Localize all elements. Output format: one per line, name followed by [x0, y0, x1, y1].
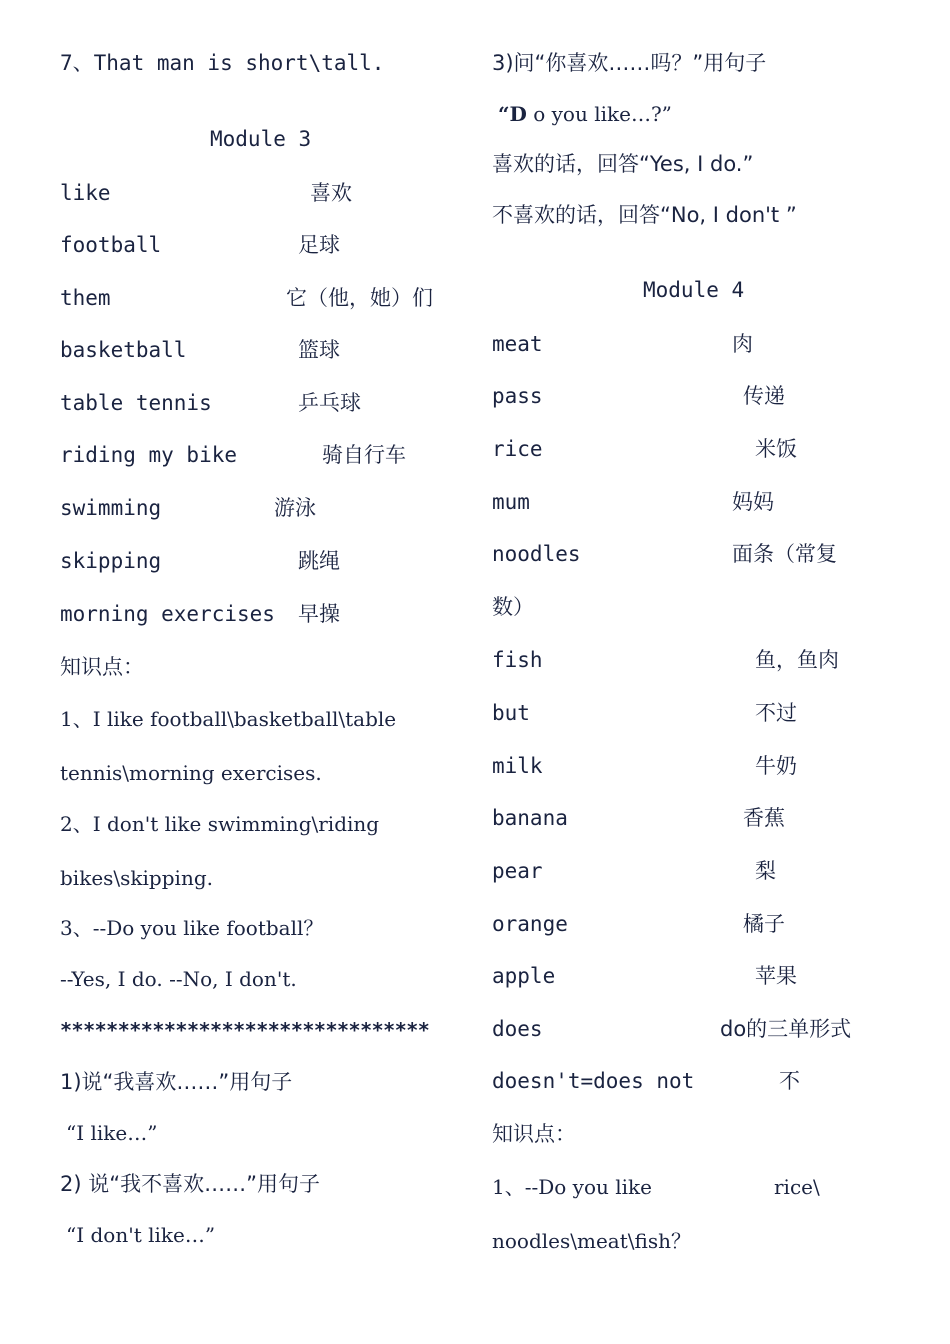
vocab-zh: 骑自行车 [322, 443, 406, 467]
vocab-en: does [492, 1017, 543, 1041]
vocab-zh: 橘子 [743, 912, 785, 936]
vocab-zh: 喜欢 [310, 181, 352, 205]
vocab-zh: 游泳 [274, 496, 316, 520]
vocab-en: orange [492, 912, 568, 936]
sentence-line: 7、That man is short\tall. [60, 51, 385, 75]
vocab-zh: 妈妈 [732, 490, 774, 514]
vocab-en: fish [492, 648, 543, 672]
vocab-en: banana [492, 806, 568, 830]
point-line: 1、I like football\basketball\table [60, 707, 397, 731]
vocab-en: them [60, 286, 111, 310]
vocab-zh: 不过 [755, 701, 797, 725]
vocab-zh: 米饭 [755, 437, 797, 461]
knowledge-points-label: 知识点： [60, 655, 144, 679]
pattern-text: o you like…?” [533, 102, 672, 126]
pattern-text-bold: “D [498, 102, 527, 126]
point-line: 2、I don't like swimming\riding [60, 812, 380, 836]
vocab-en: table tennis [60, 391, 212, 415]
pattern-line: “I like…” [66, 1121, 158, 1145]
vocab-en: but [492, 701, 530, 725]
knowledge-points-label: 知识点： [492, 1122, 576, 1146]
point-line: 1、--Do you like [492, 1175, 652, 1199]
vocab-en: riding my bike [60, 443, 238, 467]
vocab-en: noodles [492, 542, 581, 566]
module-4-heading: Module 4 [643, 278, 745, 302]
vocab-en: meat [492, 332, 543, 356]
vocab-en: milk [492, 754, 543, 778]
vocab-zh: 早操 [298, 602, 340, 626]
vocab-zh: 牛奶 [755, 754, 797, 778]
vocab-en: pass [492, 384, 543, 408]
vocab-en: doesn't=does not [492, 1069, 695, 1093]
vocab-zh-continued: 数） [492, 595, 534, 619]
vocab-en: swimming [60, 496, 162, 520]
vocab-en: mum [492, 490, 530, 514]
pattern-line [498, 101, 672, 127]
point-line: rice\ [774, 1175, 820, 1199]
point-line: bikes\skipping. [60, 866, 213, 890]
vocab-en: apple [492, 964, 556, 988]
vocab-en: football [60, 233, 162, 257]
star-divider: ******************************** [60, 1018, 430, 1042]
vocab-zh: 不 [779, 1069, 800, 1093]
pattern-line: 不喜欢的话，回答“No, I don't ” [492, 203, 797, 227]
vocab-en: like [60, 181, 111, 205]
vocab-zh: 足球 [298, 233, 340, 257]
vocab-zh: 面条（常复 [732, 542, 837, 566]
point-line: tennis\morning exercises. [60, 761, 322, 785]
vocab-zh: do的三单形式 [720, 1017, 852, 1041]
vocab-zh: 跳绳 [298, 549, 340, 573]
pattern-line: 3)问“你喜欢……吗？”用句子 [492, 51, 767, 75]
vocab-en: pear [492, 859, 543, 883]
pattern-line: “I don't like…” [66, 1223, 216, 1247]
vocab-zh: 香蕉 [743, 806, 785, 830]
vocab-zh: 乒乓球 [298, 391, 361, 415]
point-line: noodles\meat\fish？ [492, 1229, 691, 1253]
vocab-zh: 梨 [755, 859, 776, 883]
vocab-zh: 苹果 [755, 964, 797, 988]
vocab-zh: 它（他，她）们 [286, 286, 433, 310]
pattern-line: 喜欢的话，回答“Yes, I do.” [492, 152, 754, 176]
vocab-zh: 篮球 [298, 338, 340, 362]
point-line: --Yes, I do. --No, I don't. [60, 967, 297, 991]
vocab-en: rice [492, 437, 543, 461]
vocab-en: morning exercises [60, 602, 275, 626]
vocab-zh: 鱼，鱼肉 [755, 648, 839, 672]
vocab-en: skipping [60, 549, 162, 573]
vocab-zh: 肉 [732, 332, 753, 356]
vocab-en: basketball [60, 338, 187, 362]
vocab-zh: 传递 [743, 384, 785, 408]
pattern-line: 1)说“我喜欢……”用句子 [60, 1070, 293, 1094]
point-line: 3、--Do you like football？ [60, 916, 324, 940]
module-3-heading: Module 3 [210, 127, 312, 151]
pattern-line: 2) 说“我不喜欢……”用句子 [60, 1172, 320, 1196]
